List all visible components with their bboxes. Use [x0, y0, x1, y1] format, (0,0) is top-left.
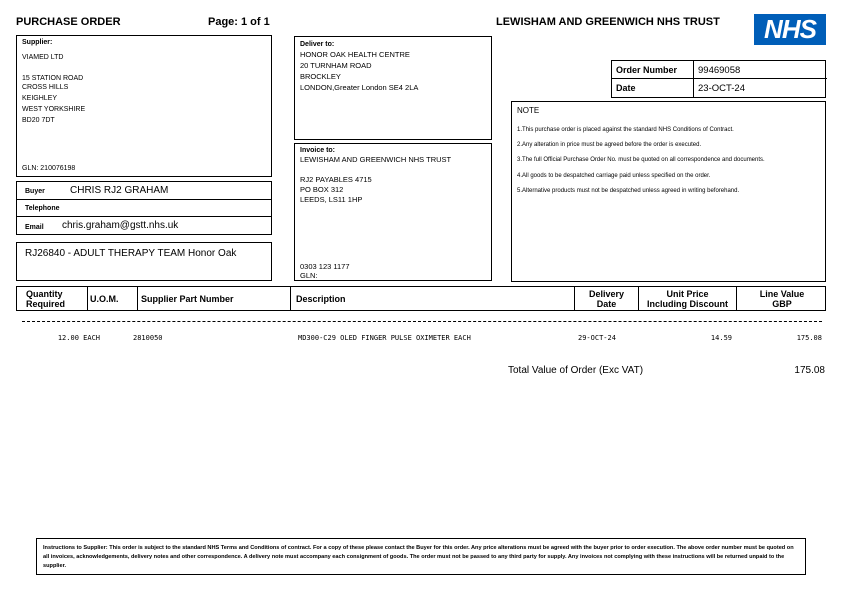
table-row: [0, 334, 842, 346]
invoice-line: LEWISHAM AND GREENWICH NHS TRUST: [300, 155, 452, 164]
buyer-name: CHRIS RJ2 GRAHAM: [70, 185, 169, 196]
supplier-line: CROSS HILLS: [22, 84, 69, 91]
supplier-line: WEST YORKSHIRE: [22, 106, 86, 113]
deliver-line: BROCKLEY: [300, 72, 341, 81]
cost-centre-box: [16, 242, 272, 281]
invoice-gln: GLN:: [300, 271, 318, 280]
supplier-box: [16, 35, 272, 177]
divider: [87, 287, 88, 310]
email-value: chris.graham@gstt.nhs.uk: [62, 220, 179, 231]
order-number-label: Order Number: [616, 65, 678, 75]
nhs-logo: [754, 14, 826, 45]
total-value: 175.08: [794, 365, 825, 376]
col-line-value: [737, 289, 827, 309]
order-number-cell: [694, 61, 827, 79]
col-quantity-line2: Required: [26, 299, 66, 309]
instructions-text: Instructions to Supplier: This order is subject to the standard NHS Terms and Conditions of contract. For a copy of these please contact the Buyer for this order. Any price alterations must be agreed with the buyer prior to order execution. The above order number must be quoted on all invoices, acknowledgements, delivery notes and other correspondence. A delivery note must accompany each consignment of goods. The order must not be passed to any third party for supply. Any invoices not complying with these instructions will be returned unpaid to the supplier.: [43, 545, 794, 569]
order-info-box: [611, 60, 826, 98]
separator-dashed: [22, 321, 822, 322]
supplier-address: [22, 53, 85, 125]
divider: [290, 287, 291, 310]
trust-name: LEWISHAM AND GREENWICH NHS TRUST: [496, 16, 720, 28]
email-label: Email: [25, 224, 44, 231]
date-cell: [694, 79, 827, 97]
supplier-line: [22, 62, 85, 71]
row-uom: EACH: [83, 334, 100, 342]
supplier-gln: GLN: 210076198: [22, 165, 76, 172]
invoice-line: PO BOX 312: [300, 185, 344, 194]
instructions-box: [36, 538, 806, 575]
supplier-line: VIAMED LTD: [22, 54, 64, 61]
supplier-line: KEIGHLEY: [22, 95, 58, 102]
divider: [137, 287, 138, 310]
col-line-value-line2: GBP: [772, 299, 792, 309]
invoice-to-address: [300, 155, 451, 205]
col-unit-price: [639, 289, 736, 309]
order-number-label-cell: [612, 61, 694, 79]
note-item: 1.This purchase order is placed against the standard NHS Conditions of Contract.: [517, 127, 734, 133]
row-qty-value: 12.00: [57, 334, 79, 342]
deliver-line: HONOR OAK HEALTH CENTRE: [300, 50, 410, 59]
cost-centre: RJ26840 - ADULT THERAPY TEAM Honor Oak: [25, 248, 237, 259]
supplier-line: BD20 7DT: [22, 117, 55, 124]
deliver-to-label: Deliver to:: [300, 41, 335, 48]
col-unit-price-line1: Unit Price: [666, 289, 709, 299]
col-quantity-line1: Quantity: [26, 289, 63, 299]
row-unit-price: 14.59: [710, 334, 732, 342]
note-item: 4.All goods to be despatched carriage paid unless specified on the order.: [517, 172, 711, 179]
col-quantity: [26, 289, 65, 309]
total-label: Total Value of Order (Exc VAT): [508, 365, 644, 376]
document-title: PURCHASE ORDER: [16, 16, 121, 28]
row-line-value: 175.08: [796, 334, 822, 342]
buyer-label: Buyer: [25, 188, 45, 195]
row-part-number: 2810050: [133, 334, 163, 342]
row-delivery-date: 29-OCT-24: [578, 334, 616, 342]
deliver-line: LONDON,Greater London SE4 2LA: [300, 83, 419, 92]
telephone-label: Telephone: [25, 205, 60, 212]
col-delivery-line1: Delivery: [588, 289, 625, 299]
telephone-row: [16, 199, 272, 217]
note-item: 5.Alternative products must not be despatched unless agreed in writing beforehand.: [517, 188, 740, 194]
email-row: [16, 216, 272, 235]
page-indicator: Page: 1 of 1: [208, 16, 270, 28]
deliver-to-box: [294, 36, 492, 140]
col-line-value-line1: Line Value: [759, 289, 805, 299]
date-label: Date: [616, 83, 636, 93]
invoice-to-box: [294, 143, 492, 281]
row-qty: [40, 334, 100, 342]
order-number: 99469058: [698, 65, 741, 76]
invoice-phone: 0303 123 1177: [300, 262, 350, 271]
deliver-to-address: [300, 49, 418, 93]
col-part-number: Supplier Part Number: [141, 294, 234, 304]
note-box: [511, 101, 826, 282]
note-item: 2.Any alteration in price must be agreed before the order is executed.: [517, 141, 702, 148]
invoice-to-label: Invoice to:: [300, 147, 336, 154]
supplier-line: 15 STATION ROAD: [22, 75, 84, 82]
note-item: 3.The full Official Purchase Order No. must be quoted on all correspondence and documents.: [517, 157, 765, 163]
row-description: MD300-C29 OLED FINGER PULSE OXIMETER EACH: [298, 334, 471, 342]
date-label-cell: [612, 79, 694, 97]
nhs-logo-text: NHS: [764, 14, 816, 44]
note-title: NOTE: [517, 106, 540, 115]
col-description: Description: [296, 294, 346, 304]
invoice-line: RJ2 PAYABLES 4715: [300, 175, 372, 184]
col-unit-price-line2: Including Discount: [647, 299, 728, 309]
col-delivery-date: [575, 289, 638, 309]
order-date: 23-OCT-24: [698, 83, 745, 94]
deliver-line: 20 TURNHAM ROAD: [300, 61, 372, 70]
supplier-label: Supplier:: [22, 39, 53, 46]
line-items-header: [16, 286, 826, 311]
col-delivery-line2: Date: [596, 299, 617, 309]
buyer-row: [16, 181, 272, 200]
invoice-line: LEEDS, LS11 1HP: [300, 195, 363, 204]
col-uom: U.O.M.: [90, 294, 119, 304]
invoice-contact: [300, 262, 350, 280]
invoice-line: [300, 165, 451, 175]
note-list: [517, 127, 820, 196]
